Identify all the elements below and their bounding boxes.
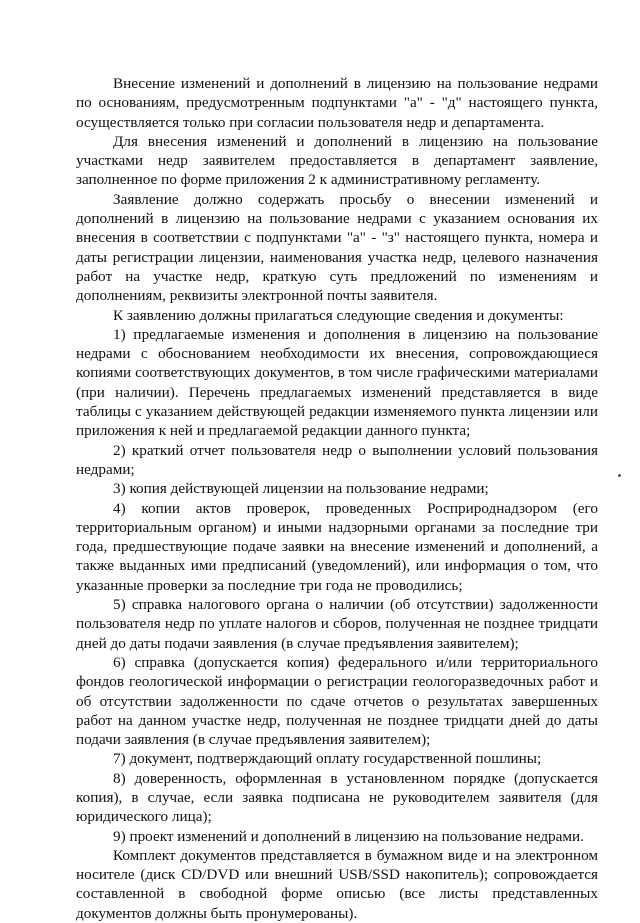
paragraph: Заявление должно содержать просьбу о внесении изменений и дополнений в лицензию на пользование недрами с указанием основания их внесения в соответствии с подпунктами "а" - "з" настоящего пункта, номера и даты регистрации лицензии, наименования участка недр, целевого назначения работ на участке недр, краткую суть предложений по изменениям и дополнениям, реквизиты электронной почты заявителя. (76, 190, 598, 305)
list-item: 9) проект изменений и дополнений в лицензию на пользование недрами. (113, 827, 584, 845)
list-item: 7) документ, подтверждающий оплату государственной пошлины; (113, 750, 542, 768)
list-item: 4) копии актов проверок, проведенных Росприроднадзором (его территориальным органом) и иными надзорными органами за последние три года, предшествующие подаче заявки на внесение изменений и дополнений, а также выданных ими предписаний (уведомлений), или информация о том, что указанные проверки за последние три года не проводились; (76, 499, 598, 594)
list-item: 6) справка (допускается копия) федерального и/или территориального фондов геологической информации о регистрации геологоразведочных работ и об отсутствии задолженности по сдаче отчетов о результатах завершенных работ на данном участке недр, полученная не позднее тридцати дней до даты подачи заявления (в случае предъявления заявителем); (76, 653, 598, 749)
paragraph: Внесение изменений и дополнений в лицензию на пользование недрами по основаниям, предусмотренным подпунктами "а" - "д" настоящего пункта, осуществляется только при согласии пользователя недр и департамента. (76, 75, 598, 131)
paragraph: Комплект документов представляется в бумажном виде и на электронном носителе (диск CD/DVD или внешний USB/SSD накопитель); сопровождается составленной в свободной форме описью (все листы представленных документов должны быть пронумерованы). (76, 846, 598, 922)
scan-mark (618, 474, 621, 477)
list-item: 2) краткий отчет пользователя недр о выполнении условий пользования недрами; (76, 441, 598, 478)
list-item: 5) справка налогового органа о наличии (об отсутствии) задолженности пользователя недр по уплате налогов и сборов, полученная не позднее тридцати дней до даты подачи заявления (в случае предъявления заявителем); (76, 596, 598, 652)
list-item: 8) доверенность, оформленная в установленном порядке (допускается копия), в случае, если заявка подписана не руководителем заявителя (для юридического лица); (76, 769, 598, 826)
paragraph: К заявлению должны прилагаться следующие сведения и документы: (113, 306, 564, 324)
paragraph: Для внесения изменений и дополнений в лицензию на пользование участками недр заявителем предоставляется в департамент заявление, заполненное по форме приложения 2 к административному регламенту. (76, 132, 598, 189)
list-item: 1) предлагаемые изменения и дополнения в лицензию на пользование недрами с обоснованием необходимости их внесения, сопровождающиеся копиями соответствующих документов, в том числе графическими материалами (при наличии). Перечень предлагаемых изменений представляется в виде таблицы с указанием действующей редакции изменяемого пункта лицензии или приложения к ней и предлагаемой редакции данного пункта; (76, 325, 598, 440)
list-item: 3) копия действующей лицензии на пользование недрами; (113, 480, 489, 498)
